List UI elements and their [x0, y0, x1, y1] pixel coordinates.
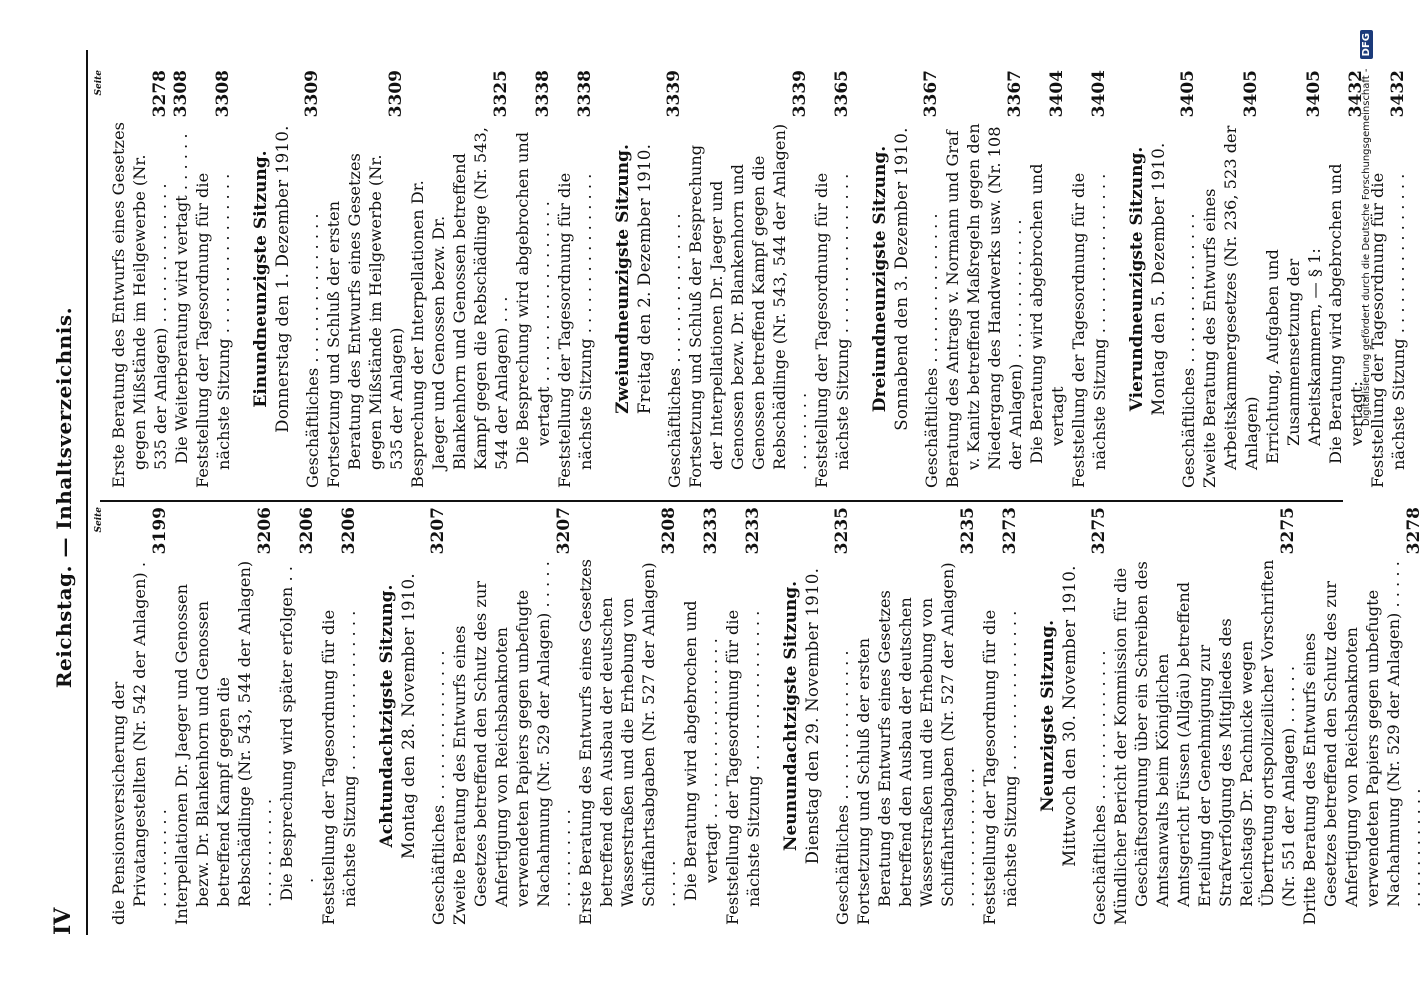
toc-page-number: 3367	[1005, 70, 1025, 118]
toc-page-number: 3275	[1278, 507, 1298, 555]
toc-entry	[407, 70, 512, 488]
toc-page-number: 3278	[150, 70, 170, 118]
toc-page-number: 3325	[491, 70, 511, 118]
toc-page-number: 3275	[1089, 507, 1109, 555]
toc-page-number: 3404	[1089, 70, 1109, 118]
toc-entry	[192, 70, 234, 488]
page-number: IV	[50, 907, 76, 935]
toc-entry	[1110, 507, 1299, 925]
toc-page-number: 3233	[701, 507, 721, 555]
toc-page-number: 3339	[664, 70, 684, 118]
toc-page-number: 3365	[832, 70, 852, 118]
digitization-note	[1360, 30, 1373, 426]
toc-page-number: 3367	[921, 70, 941, 118]
toc-entry	[171, 507, 276, 925]
session-date: Montag den 28. November 1910.	[399, 573, 418, 859]
toc-page-number: 3208	[659, 507, 679, 555]
toc-page-number: 3207	[554, 507, 574, 555]
toc-page-number: 3308	[171, 70, 191, 118]
toc-entry-text: Feststellung der Tagesordnung für die nächste Sitzung . . . . . . . . . . . . . . . .	[555, 172, 595, 488]
toc-entry	[942, 70, 1026, 488]
toc-entry-text: Geschäftliches . . . . . . . . . . . . . . .	[833, 650, 852, 925]
toc-entry-text: Feststellung der Tagesordnung für die nächste Sitzung . . . . . . . . . . . . . . . .	[812, 172, 852, 488]
toc-entry-text: Beratung des Antrags v. Normann und Graf v. Kanitz betreffend Maßregeln gegen den Niedergang des Handwerks usw. (Nr. 108 der Anlagen) . . . . . . . . . . . . . .	[943, 123, 1025, 488]
toc-entry	[921, 70, 942, 488]
left-column	[94, 507, 1425, 925]
session-heading: Zweiundneunzigste Sitzung.	[613, 144, 633, 414]
toc-entry	[853, 507, 979, 925]
toc-entry	[1299, 507, 1425, 925]
toc-entry-text: Feststellung der Tagesordnung für die nächste Sitzung . . . . . . . . . . . . . . . .	[1069, 172, 1109, 488]
toc-entry-text: Die Beratung wird abgebrochen und vertagt	[1027, 163, 1067, 464]
session-heading: Vierundneunzigste Sitzung.	[1127, 146, 1147, 412]
column-divider	[100, 500, 1343, 502]
toc-entry-text: Zweite Beratung des Entwurfs eines Arbeitskammergesetzes (Nr. 236, 523 der Anlagen)	[1200, 125, 1261, 488]
toc-page-number: 3233	[743, 507, 763, 555]
toc-entry-text: Geschäftliches . . . . . . . . . . . . . . .	[303, 213, 322, 488]
toc-entry-text: Interpellationen Dr. Jaeger und Genossen bezw. Dr. Blankenhorn und Genossen betreffend Kampf gegen die Rebschädlinge (Nr. 543, 544 der Anlagen) . . . . . . . . . . .	[172, 560, 275, 925]
toc-entry-text: Zweite Beratung des Entwurfs eines Gesetzes betreffend den Schutz des zur Anfertigung von Reichsbanknoten verwendeten Papiers gegen unbefugte Nachahmung (Nr. 529 der Anlagen) . . . . . . . . . . . . . . .	[450, 561, 574, 925]
page-header	[42, 60, 82, 935]
toc-page-number: 3309	[302, 70, 322, 118]
toc-entry-text: Geschäftliches . . . . . . . . . . . . . . .	[429, 650, 448, 925]
header-rule	[86, 50, 88, 935]
toc-page-number: 3432	[1388, 70, 1408, 118]
toc-page-number: 3404	[1047, 70, 1067, 118]
toc-entry-text: Errichtung, Aufgaben und Zusammensetzung der Arbeitskammern, — § 1:	[1263, 248, 1324, 464]
dfg-logo: DFG	[1360, 30, 1373, 59]
toc-page-number: 3405	[1304, 70, 1324, 118]
toc-entry	[722, 507, 764, 925]
toc-entry	[832, 507, 853, 925]
toc-entry	[1367, 70, 1409, 488]
session-heading: Neunzigste Sitzung.	[1038, 620, 1058, 812]
digitization-text: Digitalisierung gefördert durch die Deutsche Forschungsgemeinschaft -	[1361, 68, 1372, 427]
toc-page-number: 3405	[1241, 70, 1261, 118]
toc-entry-text: Die Besprechung wird abgebrochen und vertagt . . . . . . . . . . . . . . . . . .	[513, 131, 553, 464]
toc-entry-text: Fortsetzung und Schluß der ersten Beratung des Entwurfs eines Gesetzes gegen Mißstände im Heilgewerbe (Nr. 535 der Anlagen)	[324, 153, 406, 488]
toc-page-number: 3235	[832, 507, 852, 555]
session-date: Dienstag den 29. November 1910.	[803, 567, 822, 865]
toc-entry-text: Fortsetzung und Schluß der Besprechung der Interpellationen Dr. Jaeger und Genossen bezw. Dr. Blankenhorn und Genossen betreffend Kampf gegen die Rebschädlinge (Nr. 543, 544 der Anlagen) . . . . . . . .	[686, 123, 810, 488]
page-title: Reichstag. — Inhaltsverzeichnis.	[52, 306, 76, 689]
toc-entry-text: Dritte Beratung des Entwurfs eines Gesetzes betreffend den Schutz des zur Anfertigung von Reichsbanknoten verwendeten Papiers gegen unbefugte Nachahmung (Nr. 529 der Anlagen) . . . . . . . . . . . . . . . . .	[1300, 561, 1424, 925]
toc-entry	[512, 70, 554, 488]
toc-page-number: 3206	[339, 507, 359, 555]
toc-entry	[664, 70, 685, 488]
toc-entry	[323, 70, 407, 488]
session-date: Sonnabend den 3. Dezember 1910.	[892, 127, 911, 431]
toc-page-number: 3338	[533, 70, 553, 118]
toc-entry	[1262, 70, 1325, 488]
toc-entry	[108, 70, 171, 488]
session-date: Donnerstag den 1. Dezember 1910.	[273, 125, 292, 433]
toc-entry-text: Fortsetzung und Schluß der ersten Beratung des Entwurfs eines Gesetzes betreffend den Ausbau der deutschen Wasserstraßen und die Erhebung von Schiffahrtsabgaben (Nr. 527 der Anlagen) . . . . . . . . . . . . . .	[854, 562, 978, 925]
toc-page-number: 3309	[386, 70, 406, 118]
toc-entry-text: Erste Beratung des Entwurfs eines Gesetzes gegen Mißstände im Heilgewerbe (Nr. 535 der Anlagen) . . . . . . . . . . . . . .	[109, 122, 170, 488]
toc-entry-text: Erste Beratung des Entwurfs eines Gesetzes betreffend den Ausbau der deutschen Wasserstraßen und die Erhebung von Schiffahrtsabgaben (Nr. 527 der Anlagen) . . . . .	[576, 559, 679, 925]
toc-page-number: 3207	[428, 507, 448, 555]
session-heading: Achtundachtzigste Sitzung.	[377, 584, 397, 848]
toc-entry	[1026, 70, 1068, 488]
toc-entry-text: die Pensionsversicherung der Privatangestellten (Nr. 542 der Anlagen) . . . . . . . . . . .	[109, 561, 170, 925]
toc-entry-text: Geschäftliches . . . . . . . . . . . . . . .	[1090, 650, 1109, 925]
session-date: Mittwoch den 30. November 1910.	[1060, 565, 1079, 867]
toc-entry-text: Geschäftliches . . . . . . . . . . . . . . .	[1179, 213, 1198, 488]
session-heading: Neunundachtzigste Sitzung.	[781, 580, 801, 852]
session-date: Freitag den 2. Dezember 1910.	[635, 143, 654, 415]
toc-entry	[1178, 70, 1199, 488]
toc-page-number: 3405	[1178, 70, 1198, 118]
toc-entry	[680, 507, 722, 925]
toc-entry	[171, 70, 192, 488]
toc-entry	[108, 507, 171, 925]
toc-page-number: 3206	[255, 507, 275, 555]
toc-entry-text: Die Beratung wird abgebrochen und vertagt . . . . . . . . . . . . . . . . . .	[681, 600, 721, 901]
toc-entry-text: Feststellung der Tagesordnung für die nächste Sitzung . . . . . . . . . . . . . . . .	[980, 609, 1020, 925]
toc-entry	[276, 507, 318, 925]
toc-entry-text: Die Besprechung wird später erfolgen . . .	[277, 566, 317, 901]
toc-page-number: 3199	[150, 507, 170, 555]
toc-page-number: 3278	[1404, 507, 1424, 555]
toc-entry	[685, 70, 811, 488]
toc-entry	[318, 507, 360, 925]
toc-entry	[979, 507, 1021, 925]
toc-page-number: 3206	[297, 507, 317, 555]
toc-entry-text: Mündlicher Bericht der Kommission für die Geschäftsordnung über ein Schreiben des Amtsanwalts beim Königlichen Amtsgericht Füssen (Allgäu) betreffend Erteilung der Genehmigung zur Strafverfolgung des Mitgliedes des Reichstags Dr. Pachnicke wegen Übertretung ortspolizeilicher Vorschriften (Nr. 551 der Anlagen) . . . . . .	[1111, 559, 1298, 925]
session-heading: Einundneunzigste Sitzung.	[251, 150, 271, 408]
toc-entry	[449, 507, 575, 925]
toc-entry-text: Die Beratung wird abgebrochen und vertagt:	[1326, 163, 1366, 464]
session-heading: Dreiundneunzigste Sitzung.	[870, 145, 890, 413]
toc-entry	[575, 507, 680, 925]
toc-entry-text: Die Weiterberatung wird vertagt . . . . . .	[172, 133, 191, 464]
toc-entry-text: Besprechung der Interpellationen Dr. Jaeger und Genossen bezw. Dr. Blankenhorn und Genossen betreffend Kampf gegen die Rebschädlinge (Nr. 543, 544 der Anlagen) . . .	[408, 127, 511, 488]
toc-entry-text: Feststellung der Tagesordnung für die nächste Sitzung . . . . . . . . . . . . . . . .	[193, 172, 233, 488]
toc-entry-text: Feststellung der Tagesordnung für die nächste Sitzung . . . . . . . . . . . . . . . .	[1368, 172, 1408, 488]
seite-label: Seite	[94, 507, 104, 533]
toc-page-number: 3339	[790, 70, 810, 118]
toc-page-number: 3235	[958, 507, 978, 555]
toc-entry	[428, 507, 449, 925]
toc-entry	[1089, 507, 1110, 925]
toc-entry	[1068, 70, 1110, 488]
toc-page-number: 3432	[1346, 70, 1366, 118]
toc-entry-text: Feststellung der Tagesordnung für die nächste Sitzung . . . . . . . . . . . . . . . .	[319, 609, 359, 925]
toc-entry	[811, 70, 853, 488]
toc-entry-text: Geschäftliches . . . . . . . . . . . . . . .	[922, 213, 941, 488]
seite-label: Seite	[94, 70, 104, 96]
toc-entry	[302, 70, 323, 488]
toc-entry-text: Geschäftliches . . . . . . . . . . . . . . .	[665, 213, 684, 488]
toc-entry-text: Feststellung der Tagesordnung für die nächste Sitzung . . . . . . . . . . . . . . . .	[723, 609, 763, 925]
toc-entry	[1199, 70, 1262, 488]
toc-page-number: 3273	[1000, 507, 1020, 555]
toc-entry	[554, 70, 596, 488]
toc-page-number: 3338	[575, 70, 595, 118]
session-date: Montag den 5. Dezember 1910.	[1149, 142, 1168, 416]
toc-page-number: 3308	[213, 70, 233, 118]
right-column	[94, 70, 1409, 488]
